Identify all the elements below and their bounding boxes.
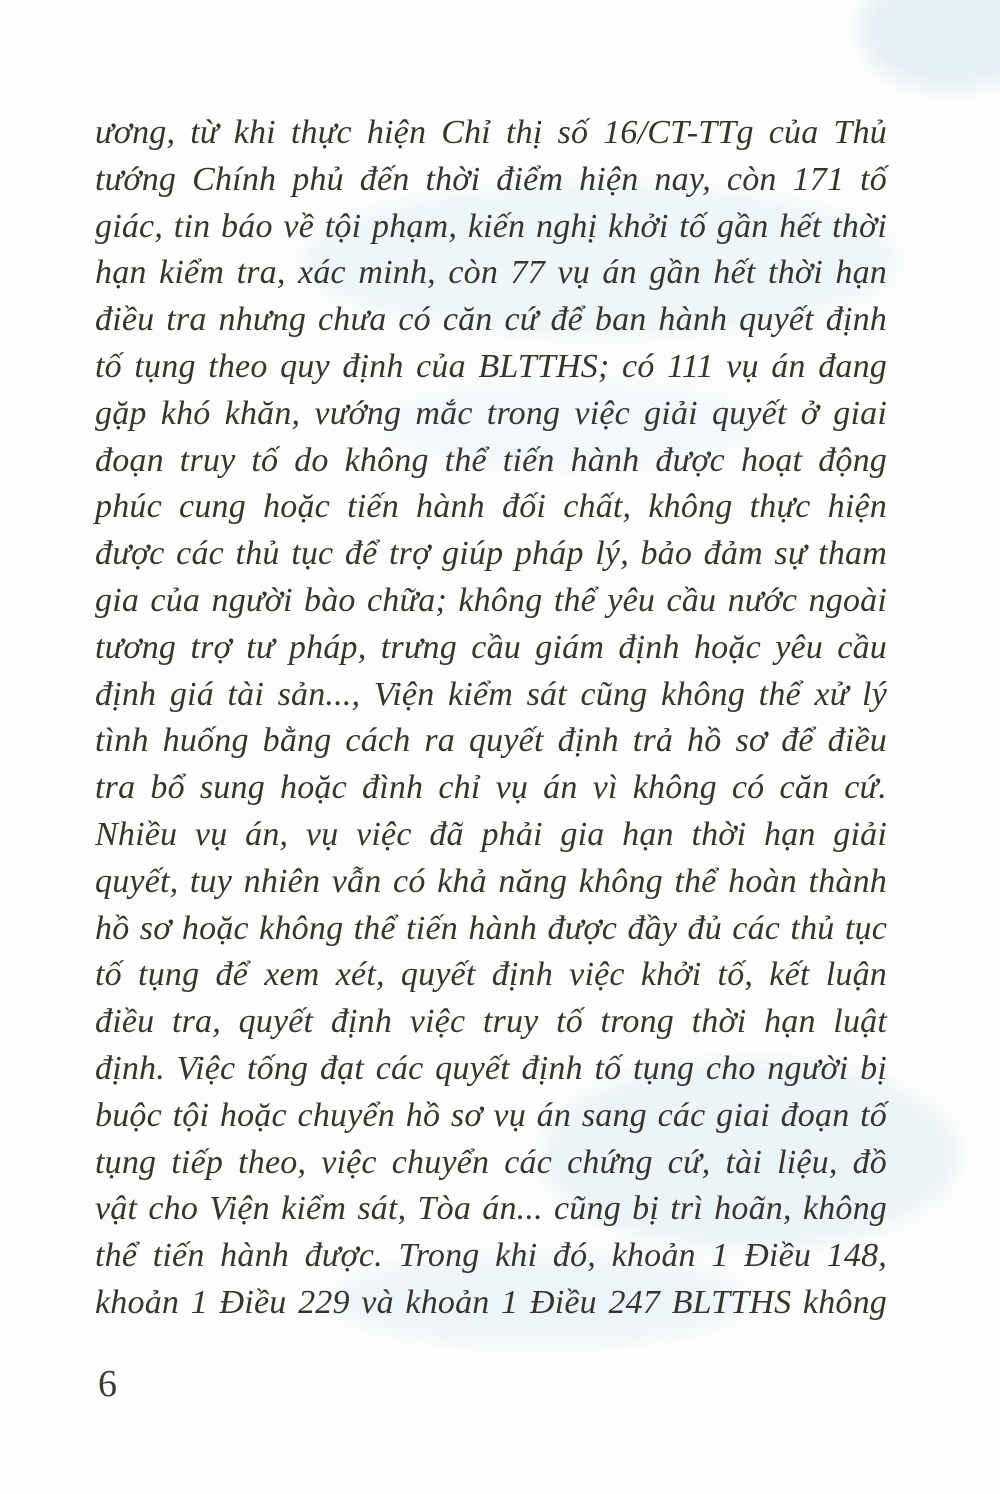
text-line: quyết, tuy nhiên vẫn có khả năng không thể hoàn thành bbox=[95, 862, 887, 900]
text-line: gặp khó khăn, vướng mắc trong việc giải quyết ở giai bbox=[95, 394, 887, 432]
text-line: hạn kiểm tra, xác minh, còn 77 vụ án gần hết thời hạn bbox=[95, 254, 887, 292]
text-line: thể tiến hành được. Trong khi đó, khoản 1 Điều 148, bbox=[95, 1237, 887, 1275]
text-line: ương, từ khi thực hiện Chỉ thị số 16/CT-TTg của Thủ bbox=[95, 114, 887, 151]
text-line: tụng tiếp theo, việc chuyển các chứng cứ, tài liệu, đồ bbox=[95, 1143, 887, 1181]
text-line: phúc cung hoặc tiến hành đối chất, không thực hiện bbox=[95, 488, 887, 526]
text-line: vật cho Viện kiểm sát, Tòa án... cũng bị trì hoãn, không bbox=[95, 1190, 887, 1228]
text-line: khoản 1 Điều 229 và khoản 1 Điều 247 BLTTHS không bbox=[95, 1283, 887, 1321]
text-line: gia của người bào chữa; không thể yêu cầu nước ngoài bbox=[95, 581, 887, 619]
text-line: tình huống bằng cách ra quyết định trả hồ sơ để điều bbox=[95, 722, 887, 760]
text-line: định giá tài sản..., Viện kiểm sát cũng không thể xử lý bbox=[95, 675, 887, 713]
text-line: tướng Chính phủ đến thời điểm hiện nay, còn 171 tố bbox=[95, 160, 887, 198]
text-line: điều tra nhưng chưa có căn cứ để ban hành quyết định bbox=[95, 301, 887, 339]
text-line: điều tra, quyết định việc truy tố trong thời hạn luật bbox=[95, 1003, 887, 1041]
scan-artifact bbox=[860, 0, 1000, 90]
text-line: tương trợ tư pháp, trưng cầu giám định hoặc yêu cầu bbox=[95, 628, 887, 666]
text-line: tố tụng theo quy định của BLTTHS; có 111 vụ án đang bbox=[95, 347, 887, 385]
text-line: hồ sơ hoặc không thể tiến hành được đầy đủ các thủ tục bbox=[95, 909, 887, 947]
text-line: buộc tội hoặc chuyển hồ sơ vụ án sang các giai đoạn tố bbox=[95, 1096, 887, 1134]
text-line: tra bổ sung hoặc đình chỉ vụ án vì không có căn cứ. bbox=[95, 769, 887, 807]
text-line: giác, tin báo về tội phạm, kiến nghị khởi tố gần hết thời bbox=[95, 207, 887, 245]
text-line: đoạn truy tố do không thể tiến hành được hoạt động bbox=[95, 441, 887, 479]
page-number: 6 bbox=[98, 1363, 117, 1405]
text-line: Nhiều vụ án, vụ việc đã phải gia hạn thời hạn giải bbox=[95, 815, 887, 853]
page-text bbox=[95, 110, 887, 1327]
text-line: định. Việc tống đạt các quyết định tố tụng cho người bị bbox=[95, 1049, 887, 1087]
text-line: tố tụng để xem xét, quyết định việc khởi tố, kết luận bbox=[95, 956, 887, 994]
text-line: được các thủ tục để trợ giúp pháp lý, bảo đảm sự tham bbox=[95, 535, 887, 573]
